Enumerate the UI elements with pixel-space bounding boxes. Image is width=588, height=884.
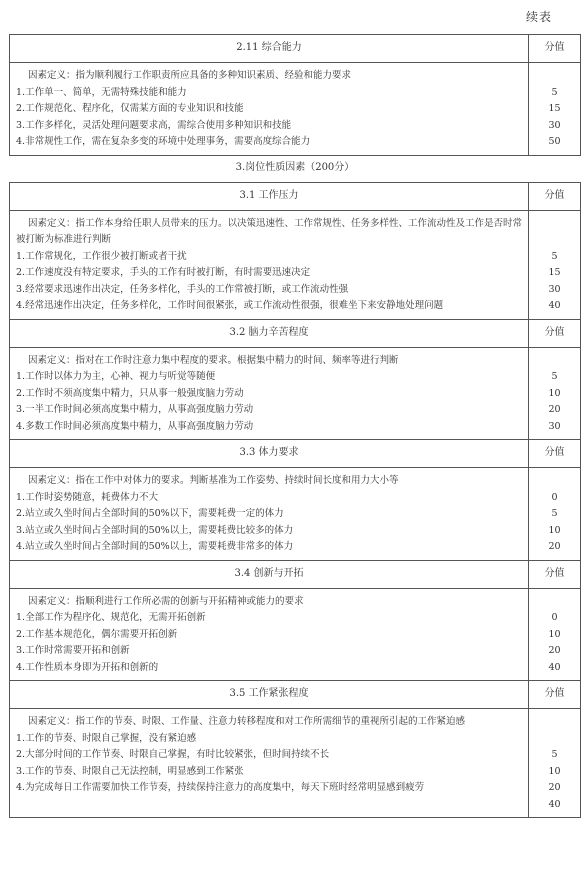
level-score: 15 <box>548 267 561 278</box>
section-title: 3.3 体力要求 <box>10 440 529 468</box>
level-score: 10 <box>548 628 561 640</box>
level-item: 1.工作单一、简单，无需特殊技能和能力 <box>16 86 187 98</box>
level-score: 5 <box>551 86 558 98</box>
level-item: 2.工作基本规范化，偶尔需要开拓创新 <box>16 628 178 640</box>
section-body-row <box>10 709 581 818</box>
score-cell <box>529 468 581 561</box>
main-header-row <box>10 155 581 182</box>
level-score: 5 <box>551 508 558 519</box>
section-description <box>10 63 529 156</box>
level-item: 4.站立或久坐时间占全部时间的50%以上，需要耗费非常多的体力 <box>16 541 294 552</box>
level-item: 3.工作时常需要开拓和创新 <box>16 645 130 656</box>
section-body-row <box>10 468 581 561</box>
score-cell <box>529 210 581 319</box>
section-header-row <box>10 560 581 588</box>
level-score: 30 <box>548 420 561 432</box>
section-description <box>10 210 529 319</box>
score-cell <box>529 347 581 440</box>
level-item: 4.工作性质本身即为开拓和创新的 <box>16 661 159 673</box>
level-score: 0 <box>551 612 558 623</box>
level-item: 3.工作多样化，灵活处理问题要求高，需综合使用多种知识和技能 <box>16 119 292 131</box>
level-score: 5 <box>551 749 558 760</box>
section-header-row <box>10 681 581 709</box>
section-description <box>10 347 529 440</box>
level-item: 1.工作时以体力为主，心神、视力与听觉等随便 <box>16 371 216 382</box>
section-body-row <box>10 63 581 156</box>
section-body-row <box>10 210 581 319</box>
level-score: 40 <box>548 661 561 673</box>
level-score: 20 <box>548 645 561 656</box>
factor-definition: 因素定义：指顺利进行工作所必需的创新与开拓精神或能力的要求 <box>28 595 304 607</box>
factor-definition: 因素定义：指在工作中对体力的要求。判断基准为工作姿势、持续时间长度和用力大小等 <box>28 475 399 486</box>
level-item: 4.经常迅速作出决定，任务多样化，工作时间很紧张，或工作流动性很强，很难坐下来安静地处理问题 <box>16 300 444 311</box>
section-title: 3.4 创新与开拓 <box>10 560 529 588</box>
level-item: 3.一半工作时间必须高度集中精力，从事高强度脑力劳动 <box>16 404 254 415</box>
level-score: 40 <box>548 798 561 810</box>
level-score: 10 <box>548 765 561 777</box>
score-column-header: 分值 <box>529 681 581 709</box>
score-column-header: 分值 <box>529 319 581 347</box>
section-title: 2.11 综合能力 <box>10 35 529 63</box>
level-item: 1.全部工作为程序化、规范化，无需开拓创新 <box>16 612 206 623</box>
level-score: 40 <box>548 300 561 311</box>
level-score: 5 <box>551 250 558 262</box>
section-description <box>10 468 529 561</box>
level-item: 3.站立或久坐时间占全部时间的50%以上，需要耗费比较多的体力 <box>16 524 294 536</box>
level-score: 30 <box>548 283 561 295</box>
factor-definition: 因素定义：指工作的节奏、时限、工作量、注意力转移程度和对工作所需细节的重视所引起的工作紧迫感 <box>28 716 466 727</box>
level-score: 10 <box>548 387 561 399</box>
level-score: 5 <box>551 371 558 382</box>
factor-definition: 因素定义：指为顺利履行工作职责所应具备的多种知识素质、经验和能力要求 <box>28 70 352 81</box>
section-header-row <box>10 319 581 347</box>
score-column-header: 分值 <box>529 560 581 588</box>
level-score: 30 <box>548 119 561 131</box>
score-column-header: 分值 <box>529 35 581 63</box>
level-item: 2.工作时不须高度集中精力，只从事一般强度脑力劳动 <box>16 387 244 399</box>
level-score: 0 <box>551 491 558 503</box>
score-cell <box>529 588 581 681</box>
level-item: 2.工作速度没有特定要求，手头的工作有时被打断，有时需要迅速决定 <box>16 267 311 278</box>
section-header-row <box>10 440 581 468</box>
score-cell <box>529 709 581 818</box>
level-item: 3.工作的节奏、时限自己无法控制，明显感到工作紧张 <box>16 765 244 777</box>
job-evaluation-table <box>9 34 581 818</box>
factor-definition: 因素定义：指工作本身给任职人员带来的压力。以决策迅速性、工作常规性、任务多样性、工作流动性及工作是否时常被打断为标准进行判断 <box>16 217 523 245</box>
level-item: 1.工作的节奏、时限自己掌握，没有紧迫感 <box>16 732 197 744</box>
level-score: 50 <box>548 136 561 147</box>
level-item: 4.多数工作时间必须高度集中精力，从事高强度脑力劳动 <box>16 420 254 432</box>
level-item: 3.经常要求迅速作出决定，任务多样化，手头的工作常被打断，或工作流动性强 <box>16 283 349 295</box>
level-score: 20 <box>548 404 561 415</box>
level-item: 1.工作时姿势随意，耗费体力不大 <box>16 491 159 503</box>
section-title: 3.1 工作压力 <box>10 182 529 210</box>
score-cell <box>529 63 581 156</box>
section-description <box>10 709 529 818</box>
section-header-row <box>10 182 581 210</box>
level-score: 15 <box>548 103 561 114</box>
level-score: 20 <box>548 541 561 552</box>
section-header-row <box>10 35 581 63</box>
level-score: 10 <box>548 524 561 536</box>
section-title: 3.5 工作紧张程度 <box>10 681 529 709</box>
section-title: 3.2 脑力辛苦程度 <box>10 319 529 347</box>
continued-label: 续表 <box>526 10 553 24</box>
section-body-row <box>10 347 581 440</box>
factor-definition: 因素定义：指对在工作时注意力集中程度的要求。根据集中精力的时间、频率等进行判断 <box>28 354 399 366</box>
score-column-header: 分值 <box>529 440 581 468</box>
main-section-title: 3.岗位性质因素（200分） <box>10 155 581 182</box>
level-item: 4.为完成每日工作需要加快工作节奏，持续保持注意力的高度集中，每天下班时经常明显感到疲劳 <box>16 782 425 793</box>
score-column-header: 分值 <box>529 182 581 210</box>
section-body-row <box>10 588 581 681</box>
section-description <box>10 588 529 681</box>
level-item: 1.工作常规化，工作很少被打断或者干扰 <box>16 250 187 262</box>
level-item: 4.非常规性工作，需在复杂多变的环境中处理事务，需要高度综合能力 <box>16 136 311 147</box>
level-score: 20 <box>548 782 561 793</box>
level-item: 2.大部分时间的工作节奏、时限自己掌握，有时比较紧张，但时间持续不长 <box>16 749 330 760</box>
level-item: 2.站立或久坐时间占全部时间的50%以下，需要耗费一定的体力 <box>16 508 284 519</box>
level-item: 2.工作规范化、程序化，仅需某方面的专业知识和技能 <box>16 103 244 114</box>
